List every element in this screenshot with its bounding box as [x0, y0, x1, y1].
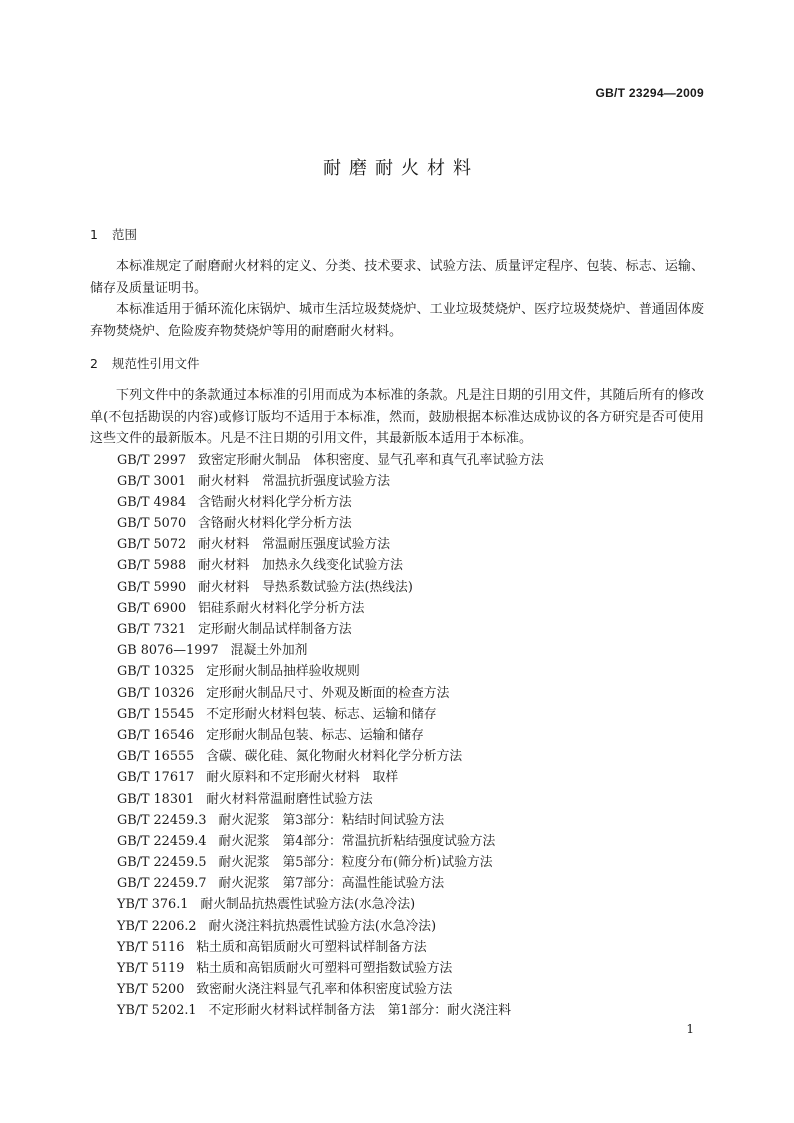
reference-item	[90, 746, 704, 767]
reference-item	[90, 619, 704, 640]
reference-code: GB/T 17617	[117, 770, 195, 786]
reference-item	[90, 979, 704, 1000]
reference-title: 混凝土外加剂	[230, 643, 308, 659]
scope-paragraph-2: 本标准适用于循环流化床锅炉、城市生活垃圾焚烧炉、工业垃圾焚烧炉、医疗垃圾焚烧炉、普通固体废弃物焚烧炉、危险废弃物焚烧炉等用的耐磨耐火材料。	[90, 302, 704, 339]
reference-item	[90, 937, 704, 958]
reference-title: 致密定形耐火制品 体积密度、显气孔率和真气孔率试验方法	[198, 452, 544, 468]
reference-title: 粘土质和高铝质耐火可塑料可塑指数试验方法	[196, 961, 453, 976]
reference-code: GB/T 22459.7	[117, 876, 207, 892]
reference-title: 耐火材料常温耐磨性试验方法	[206, 791, 373, 807]
reference-title: 不定形耐火材料试样制备方法 第1部分：耐火浇注料	[208, 1003, 512, 1019]
reference-code: GB 8076—1997	[117, 643, 219, 659]
document-body	[90, 224, 704, 1022]
section-number: 1	[90, 227, 98, 242]
reference-code: GB/T 15545	[117, 706, 195, 722]
section-heading-scope	[90, 224, 704, 245]
reference-code: GB/T 2997	[117, 452, 187, 468]
reference-code: GB/T 4984	[117, 494, 187, 510]
reference-code: GB/T 6900	[117, 600, 187, 616]
reference-item	[90, 894, 704, 915]
reference-title: 定形耐火制品包装、标志、运输和储存	[206, 727, 424, 743]
reference-code: YB/T 5202.1	[117, 1003, 197, 1019]
reference-item	[90, 450, 704, 471]
reference-title: 耐火材料 常温耐压强度试验方法	[198, 537, 391, 553]
reference-title: 定形耐火制品试样制备方法	[198, 622, 352, 637]
reference-code: GB/T 5072	[117, 537, 187, 553]
reference-code: GB/T 18301	[117, 791, 195, 807]
reference-item	[90, 767, 704, 788]
reference-title: 耐火泥浆 第4部分：常温抗折粘结强度试验方法	[218, 833, 496, 849]
reference-list	[90, 450, 704, 1022]
document-title: 耐磨耐火材料	[323, 158, 479, 179]
reference-title: 不定形耐火材料包装、标志、运输和储存	[206, 706, 437, 722]
reference-code: YB/T 5119	[117, 961, 185, 976]
reference-title: 耐火材料 导热系数试验方法(热线法)	[198, 579, 413, 595]
reference-code: GB/T 10326	[117, 685, 195, 701]
reference-title: 定形耐火制品尺寸、外观及断面的检查方法	[206, 685, 450, 701]
reference-item	[90, 916, 704, 937]
reference-title: 耐火泥浆 第5部分：粒度分布(筛分析)试验方法	[218, 855, 493, 871]
reference-item	[90, 555, 704, 576]
reference-item	[90, 810, 704, 831]
reference-item	[90, 492, 704, 513]
reference-title: 含碳、碳化硅、氮化物耐火材料化学分析方法	[206, 749, 463, 765]
reference-code: YB/T 5200	[117, 982, 185, 998]
standard-code: GB/T 23294—2009	[595, 86, 704, 100]
section-number: 2	[90, 356, 98, 371]
reference-item	[90, 704, 704, 725]
reference-code: GB/T 5070	[117, 516, 187, 532]
references-intro: 下列文件中的条款通过本标准的引用而成为本标准的条款。凡是注日期的引用文件，其随后所有的修改单(不包括勘误的内容)或修订版均不适用于本标准，然而，鼓励根据本标准达成协议的各方研究是否可使用这些文件的最新版本。凡是不注日期的引用文件，其最新版本适用于本标准。	[90, 388, 704, 446]
reference-title: 铝硅系耐火材料化学分析方法	[198, 600, 365, 616]
reference-item	[90, 513, 704, 534]
reference-item	[90, 534, 704, 555]
section-heading-references	[90, 353, 704, 374]
reference-code: GB/T 7321	[117, 622, 187, 637]
reference-title: 耐火材料 加热永久线变化试验方法	[198, 558, 403, 574]
reference-code: GB/T 5988	[117, 558, 187, 574]
reference-code: GB/T 22459.3	[117, 812, 207, 828]
reference-code: GB/T 16546	[117, 727, 195, 743]
reference-title: 粘土质和高铝质耐火可塑料试样制备方法	[196, 939, 427, 955]
section-title: 范围	[112, 227, 138, 242]
scope-paragraph-1: 本标准规定了耐磨耐火材料的定义、分类、技术要求、试验方法、质量评定程序、包装、标志、运输、储存及质量证明书。	[90, 259, 704, 296]
reference-code: GB/T 22459.4	[117, 833, 207, 849]
reference-code: GB/T 22459.5	[117, 855, 207, 871]
reference-code: GB/T 5990	[117, 579, 187, 595]
reference-title: 耐火浇注料抗热震性试验方法(水急冷法)	[208, 918, 437, 934]
reference-item	[90, 471, 704, 492]
reference-code: YB/T 376.1	[117, 897, 189, 913]
reference-code: GB/T 10325	[117, 664, 195, 680]
page-number: 1	[686, 1022, 694, 1036]
reference-code: YB/T 5116	[117, 939, 185, 955]
reference-item	[90, 598, 704, 619]
reference-title: 耐火泥浆 第3部分：粘结时间试验方法	[218, 812, 445, 828]
reference-item	[90, 1000, 704, 1021]
reference-title: 含锆耐火材料化学分析方法	[198, 494, 352, 510]
section-title: 规范性引用文件	[112, 356, 200, 371]
reference-item	[90, 873, 704, 894]
reference-title: 定形耐火制品抽样验收规则	[206, 664, 360, 680]
reference-title: 耐火制品抗热震性试验方法(水急冷法)	[200, 897, 416, 913]
reference-item	[90, 683, 704, 704]
reference-code: GB/T 3001	[117, 473, 187, 489]
reference-title: 含铬耐火材料化学分析方法	[198, 516, 352, 532]
reference-item	[90, 831, 704, 852]
reference-item	[90, 661, 704, 682]
reference-item	[90, 577, 704, 598]
reference-title: 耐火材料 常温抗折强度试验方法	[198, 473, 391, 489]
reference-item	[90, 725, 704, 746]
reference-title: 致密耐火浇注料显气孔率和体积密度试验方法	[196, 982, 453, 998]
reference-code: GB/T 16555	[117, 749, 195, 765]
reference-item	[90, 640, 704, 661]
reference-code: YB/T 2206.2	[117, 918, 197, 934]
reference-title: 耐火原料和不定形耐火材料 取样	[206, 770, 399, 786]
reference-item	[90, 852, 704, 873]
reference-item	[90, 958, 704, 979]
reference-title: 耐火泥浆 第7部分：高温性能试验方法	[218, 876, 445, 892]
reference-item	[90, 789, 704, 810]
